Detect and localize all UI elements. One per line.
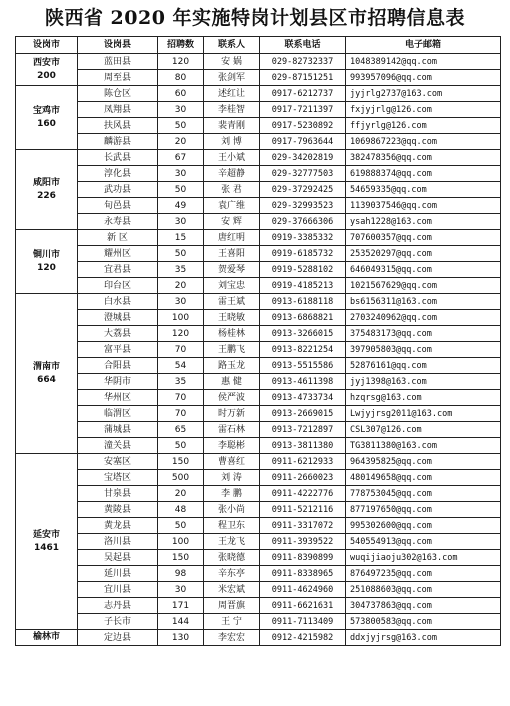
city-total: 226 [37, 190, 56, 201]
county-cell: 宜君县 [78, 262, 158, 278]
email-cell: ysah1228@163.com [346, 214, 501, 230]
contact-cell: 王喜阳 [204, 246, 260, 262]
city-cell [16, 86, 78, 150]
city-cell [16, 230, 78, 294]
contact-cell: 张小尚 [204, 502, 260, 518]
contact-cell: 雷王斌 [204, 294, 260, 310]
contact-cell: 张晓德 [204, 550, 260, 566]
header-county: 设岗县 [78, 37, 158, 54]
phone-cell: 0911-4222776 [260, 486, 346, 502]
count-cell: 50 [158, 438, 204, 454]
email-cell: 1069867223@qq.com [346, 134, 501, 150]
table-row [16, 390, 501, 406]
email-cell: 707600357@qq.com [346, 230, 501, 246]
county-cell: 蒲城县 [78, 422, 158, 438]
phone-cell: 0913-3266015 [260, 326, 346, 342]
email-cell: hzqrsg@163.com [346, 390, 501, 406]
table-row [16, 310, 501, 326]
contact-cell: 周晋旗 [204, 598, 260, 614]
email-cell: 877197650@qq.com [346, 502, 501, 518]
phone-cell: 0911-7113409 [260, 614, 346, 630]
count-cell: 70 [158, 342, 204, 358]
city-total: 1461 [33, 542, 60, 553]
county-cell: 甘泉县 [78, 486, 158, 502]
county-cell: 澄城县 [78, 310, 158, 326]
county-cell: 黄陵县 [78, 502, 158, 518]
county-cell: 白水县 [78, 294, 158, 310]
count-cell: 49 [158, 198, 204, 214]
contact-cell: 辛超静 [204, 166, 260, 182]
count-cell: 35 [158, 262, 204, 278]
contact-cell: 述红让 [204, 86, 260, 102]
phone-cell: 0919-3385332 [260, 230, 346, 246]
city-total: 200 [37, 70, 56, 81]
count-cell: 30 [158, 214, 204, 230]
email-cell: 304737863@qq.com [346, 598, 501, 614]
phone-cell: 0917-6212737 [260, 86, 346, 102]
county-cell: 子长市 [78, 614, 158, 630]
contact-cell: 唐红明 [204, 230, 260, 246]
city-cell [16, 150, 78, 230]
contact-cell: 路玉龙 [204, 358, 260, 374]
count-cell: 80 [158, 70, 204, 86]
county-cell: 麟游县 [78, 134, 158, 150]
table-row [16, 54, 501, 70]
contact-cell: 李聪彬 [204, 438, 260, 454]
table-row [16, 246, 501, 262]
contact-cell: 袁广维 [204, 198, 260, 214]
header-city: 设岗市 [16, 37, 78, 54]
table-row [16, 566, 501, 582]
contact-cell: 李 鹏 [204, 486, 260, 502]
phone-cell: 0919-4185213 [260, 278, 346, 294]
count-cell: 20 [158, 278, 204, 294]
email-cell: 52876161@qq.com [346, 358, 501, 374]
table-row [16, 630, 501, 646]
county-cell: 延川县 [78, 566, 158, 582]
county-cell: 富平县 [78, 342, 158, 358]
email-cell: fxjyjrlg@126.com [346, 102, 501, 118]
table-row [16, 118, 501, 134]
county-cell: 凤翔县 [78, 102, 158, 118]
table-row [16, 70, 501, 86]
table-row [16, 598, 501, 614]
email-cell: Lwjyjrsg2011@163.com [346, 406, 501, 422]
email-cell: 876497235@qq.com [346, 566, 501, 582]
contact-cell: 安 娲 [204, 54, 260, 70]
email-cell: 646049315@qq.com [346, 262, 501, 278]
table-row [16, 214, 501, 230]
phone-cell: 029-37666306 [260, 214, 346, 230]
contact-cell: 雷石林 [204, 422, 260, 438]
count-cell: 150 [158, 550, 204, 566]
county-cell: 永寿县 [78, 214, 158, 230]
county-cell: 陈仓区 [78, 86, 158, 102]
contact-cell: 李桂智 [204, 102, 260, 118]
phone-cell: 0917-5230892 [260, 118, 346, 134]
county-cell: 潼关县 [78, 438, 158, 454]
county-cell: 华阴市 [78, 374, 158, 390]
contact-cell: 张 君 [204, 182, 260, 198]
county-cell: 志丹县 [78, 598, 158, 614]
city-total: 664 [37, 374, 56, 385]
phone-cell: 0911-2660023 [260, 470, 346, 486]
phone-cell: 0919-5288102 [260, 262, 346, 278]
count-cell: 54 [158, 358, 204, 374]
table-row [16, 438, 501, 454]
count-cell: 20 [158, 486, 204, 502]
contact-cell: 刘宝忠 [204, 278, 260, 294]
table-row [16, 230, 501, 246]
city-cell [16, 294, 78, 454]
email-cell: 382478356@qq.com [346, 150, 501, 166]
table-row [16, 614, 501, 630]
email-cell: 397905803@qq.com [346, 342, 501, 358]
table-row [16, 86, 501, 102]
page-title: 陕西省 2020 年实施特岗计划县区市招聘信息表 [44, 7, 466, 29]
recruitment-table [15, 36, 501, 646]
county-cell: 长武县 [78, 150, 158, 166]
email-cell: 778753045@qq.com [346, 486, 501, 502]
header-email: 电子邮箱 [346, 37, 501, 54]
count-cell: 67 [158, 150, 204, 166]
county-cell: 宝塔区 [78, 470, 158, 486]
table-row [16, 166, 501, 182]
city-name: 渭南市 [32, 361, 60, 372]
phone-cell: 0911-3939522 [260, 534, 346, 550]
phone-cell: 029-32777503 [260, 166, 346, 182]
header-phone: 联系电话 [260, 37, 346, 54]
phone-cell: 0919-6185732 [260, 246, 346, 262]
table-row [16, 406, 501, 422]
table-row [16, 374, 501, 390]
count-cell: 120 [158, 326, 204, 342]
table-row [16, 278, 501, 294]
email-cell: 375483173@qq.com [346, 326, 501, 342]
email-cell: 1021567629@qq.com [346, 278, 501, 294]
table-row [16, 422, 501, 438]
count-cell: 15 [158, 230, 204, 246]
phone-cell: 0911-8338965 [260, 566, 346, 582]
count-cell: 500 [158, 470, 204, 486]
count-cell: 98 [158, 566, 204, 582]
phone-cell: 0913-6188118 [260, 294, 346, 310]
table-row [16, 518, 501, 534]
count-cell: 30 [158, 582, 204, 598]
contact-cell: 辛东亭 [204, 566, 260, 582]
contact-cell: 程卫东 [204, 518, 260, 534]
phone-cell: 029-82732337 [260, 54, 346, 70]
email-cell: wuqijiaoju302@163.com [346, 550, 501, 566]
contact-cell: 王晓敏 [204, 310, 260, 326]
count-cell: 171 [158, 598, 204, 614]
city-total: 120 [37, 262, 56, 273]
table-row [16, 470, 501, 486]
county-cell: 耀州区 [78, 246, 158, 262]
phone-cell: 029-37292425 [260, 182, 346, 198]
table-header-row [16, 37, 501, 54]
phone-cell: 0913-4611398 [260, 374, 346, 390]
county-cell: 淳化县 [78, 166, 158, 182]
count-cell: 50 [158, 182, 204, 198]
city-name: 榆林市 [32, 632, 60, 642]
table-row [16, 582, 501, 598]
county-cell: 合阳县 [78, 358, 158, 374]
county-cell: 吴起县 [78, 550, 158, 566]
count-cell: 35 [158, 374, 204, 390]
contact-cell: 曹喜红 [204, 454, 260, 470]
count-cell: 60 [158, 86, 204, 102]
phone-cell: 0911-6212933 [260, 454, 346, 470]
phone-cell: 0911-5212116 [260, 502, 346, 518]
city-name: 铜川市 [32, 249, 60, 260]
email-cell: 573800583@qq.com [346, 614, 501, 630]
header-count: 招聘数 [158, 37, 204, 54]
county-cell: 扶风县 [78, 118, 158, 134]
email-cell: jyjrlg2737@163.com [346, 86, 501, 102]
count-cell: 20 [158, 134, 204, 150]
email-cell: jyj1398@163.com [346, 374, 501, 390]
contact-cell: 杨桂林 [204, 326, 260, 342]
phone-cell: 0913-6868821 [260, 310, 346, 326]
phone-cell: 0913-4733734 [260, 390, 346, 406]
contact-cell: 米宏斌 [204, 582, 260, 598]
phone-cell: 0913-3811380 [260, 438, 346, 454]
phone-cell: 0911-3317072 [260, 518, 346, 534]
city-name: 西安市 [32, 57, 60, 68]
table-row [16, 342, 501, 358]
count-cell: 100 [158, 534, 204, 550]
email-cell: TG3811380@163.com [346, 438, 501, 454]
table-row [16, 550, 501, 566]
email-cell: 1139037546@qq.com [346, 198, 501, 214]
email-cell: 253520297@qq.com [346, 246, 501, 262]
email-cell: 251088603@qq.com [346, 582, 501, 598]
county-cell: 定边县 [78, 630, 158, 646]
table-row [16, 198, 501, 214]
email-cell: 1048389142@qq.com [346, 54, 501, 70]
contact-cell: 王鹏飞 [204, 342, 260, 358]
city-cell [16, 54, 78, 86]
contact-cell: 王 宁 [204, 614, 260, 630]
count-cell: 48 [158, 502, 204, 518]
count-cell: 70 [158, 406, 204, 422]
phone-cell: 0913-7212897 [260, 422, 346, 438]
email-cell: 480149658@qq.com [346, 470, 501, 486]
table-row [16, 102, 501, 118]
email-cell: 964395825@qq.com [346, 454, 501, 470]
table-row [16, 358, 501, 374]
email-cell: ddxjyjrsg@163.com [346, 630, 501, 646]
table-row [16, 502, 501, 518]
header-contact: 联系人 [204, 37, 260, 54]
contact-cell: 贺爱琴 [204, 262, 260, 278]
table-row [16, 150, 501, 166]
city-name: 咸阳市 [32, 177, 60, 188]
contact-cell: 刘 博 [204, 134, 260, 150]
count-cell: 30 [158, 294, 204, 310]
table-row [16, 326, 501, 342]
county-cell: 周至县 [78, 70, 158, 86]
table-row [16, 486, 501, 502]
count-cell: 65 [158, 422, 204, 438]
table-row [16, 134, 501, 150]
table-row [16, 262, 501, 278]
phone-cell: 0913-2669015 [260, 406, 346, 422]
email-cell: 993957096@qq.com [346, 70, 501, 86]
phone-cell: 029-32993523 [260, 198, 346, 214]
table-row [16, 182, 501, 198]
count-cell: 70 [158, 390, 204, 406]
county-cell: 黄龙县 [78, 518, 158, 534]
contact-cell: 侯严波 [204, 390, 260, 406]
count-cell: 50 [158, 518, 204, 534]
table-row [16, 294, 501, 310]
county-cell: 大荔县 [78, 326, 158, 342]
phone-cell: 0911-8390899 [260, 550, 346, 566]
contact-cell: 裴青刚 [204, 118, 260, 134]
county-cell: 华州区 [78, 390, 158, 406]
count-cell: 144 [158, 614, 204, 630]
count-cell: 50 [158, 246, 204, 262]
email-cell: 619888374@qq.com [346, 166, 501, 182]
table-row [16, 454, 501, 470]
county-cell: 临渭区 [78, 406, 158, 422]
phone-cell: 0911-6621631 [260, 598, 346, 614]
count-cell: 150 [158, 454, 204, 470]
county-cell: 武功县 [78, 182, 158, 198]
email-cell: ffjyrlg@126.com [346, 118, 501, 134]
contact-cell: 王龙飞 [204, 534, 260, 550]
phone-cell: 0913-5515586 [260, 358, 346, 374]
county-cell: 蓝田县 [78, 54, 158, 70]
contact-cell: 张剑军 [204, 70, 260, 86]
contact-cell: 时万新 [204, 406, 260, 422]
email-cell: 995302600@qq.com [346, 518, 501, 534]
county-cell: 旬邑县 [78, 198, 158, 214]
phone-cell: 0911-4624960 [260, 582, 346, 598]
city-name: 宝鸡市 [32, 105, 60, 116]
email-cell: bs6156311@163.com [346, 294, 501, 310]
county-cell: 安塞区 [78, 454, 158, 470]
county-cell: 印台区 [78, 278, 158, 294]
contact-cell: 安 辉 [204, 214, 260, 230]
county-cell: 新 区 [78, 230, 158, 246]
contact-cell: 王小斌 [204, 150, 260, 166]
phone-cell: 0912-4215982 [260, 630, 346, 646]
count-cell: 50 [158, 118, 204, 134]
county-cell: 洛川县 [78, 534, 158, 550]
city-name: 延安市 [32, 529, 60, 540]
count-cell: 120 [158, 54, 204, 70]
city-total: 160 [37, 118, 56, 129]
count-cell: 100 [158, 310, 204, 326]
table-row [16, 534, 501, 550]
city-cell [16, 630, 78, 646]
contact-cell: 李宏宏 [204, 630, 260, 646]
city-cell [16, 454, 78, 630]
email-cell: CSL307@126.com [346, 422, 501, 438]
phone-cell: 0917-7963644 [260, 134, 346, 150]
count-cell: 130 [158, 630, 204, 646]
email-cell: 2703240962@qq.com [346, 310, 501, 326]
phone-cell: 0913-8221254 [260, 342, 346, 358]
contact-cell: 惠 健 [204, 374, 260, 390]
email-cell: 540554913@qq.com [346, 534, 501, 550]
table-body [16, 54, 501, 646]
email-cell: 54659335@qq.com [346, 182, 501, 198]
contact-cell: 刘 涛 [204, 470, 260, 486]
county-cell: 宜川县 [78, 582, 158, 598]
phone-cell: 0917-7211397 [260, 102, 346, 118]
count-cell: 30 [158, 102, 204, 118]
phone-cell: 029-34202819 [260, 150, 346, 166]
phone-cell: 029-87151251 [260, 70, 346, 86]
count-cell: 30 [158, 166, 204, 182]
